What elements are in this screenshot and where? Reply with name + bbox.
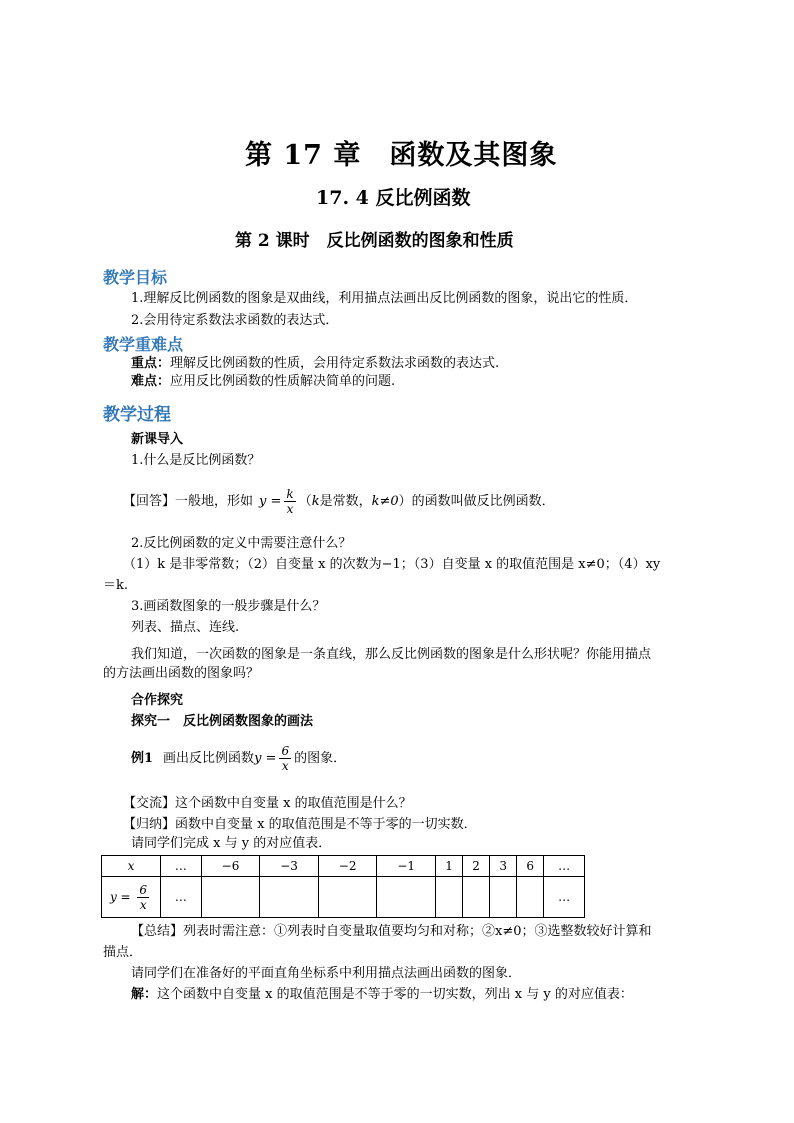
key-points-heading: 教学重难点 bbox=[103, 335, 184, 354]
example-1-text-b: 的图象． bbox=[294, 751, 347, 766]
table-cell bbox=[201, 877, 260, 918]
ask-table-line: 请同学们完成 x 与 y 的对应值表． bbox=[131, 836, 332, 851]
fraction-numerator: 6 bbox=[139, 882, 148, 897]
intro-heading: 新课导入 bbox=[131, 432, 184, 447]
focus-line bbox=[131, 354, 499, 373]
table-cell bbox=[490, 877, 517, 918]
solution-text: 这个函数中自变量 x 的取值范围是不等于零的一切实数，列出 x 与 y 的对应值表： bbox=[157, 987, 633, 1002]
value-table bbox=[101, 855, 585, 918]
example-1-label: 例1 bbox=[131, 751, 154, 766]
conclusion-line-1: 【总结】列表时需注意：①列表时自变量取值要均匀和对称；②x≠0；③选整数较好计算和 bbox=[131, 924, 652, 939]
explore-heading: 合作探究 bbox=[131, 693, 184, 708]
transition-line-2: 的方法画出函数的图象吗？ bbox=[103, 666, 260, 681]
table-cell bbox=[260, 877, 319, 918]
answer-2-line-1: （1）k 是非零常数；（2）自变量 x 的次数为−1；（3）自变量 x 的取值范围是 x≠0；（4）xy bbox=[123, 557, 661, 572]
table-cell: … bbox=[161, 877, 202, 918]
solution-label: 解： bbox=[131, 987, 158, 1002]
answer-1 bbox=[123, 487, 555, 516]
example-1-eq-lhs: y = bbox=[254, 751, 277, 766]
table-cell: −6 bbox=[201, 856, 260, 877]
answer-1-suffix: ）的函数叫做反比例函数． bbox=[398, 494, 555, 509]
answer-1-paren: （ bbox=[298, 494, 312, 509]
chapter-title: 第 17 章 函数及其图象 bbox=[245, 140, 558, 171]
table-cell: −3 bbox=[260, 856, 319, 877]
answer-2-line-2: ＝k. bbox=[103, 578, 129, 593]
transition-line-1: 我们知道，一次函数的图象是一条直线，那么反比例函数的图象是什么形状呢？你能用描点 bbox=[131, 647, 652, 662]
fraction-numerator: k bbox=[286, 487, 294, 501]
table-cell bbox=[463, 877, 490, 918]
solution-line bbox=[131, 985, 633, 1004]
answer-1-cond: k≠0 bbox=[371, 494, 399, 509]
row-label-lhs: y = bbox=[109, 889, 131, 904]
exchange-line: 【交流】这个函数中自变量 x 的取值范围是什么？ bbox=[123, 796, 412, 811]
answer-1-eq-lhs: y = bbox=[259, 494, 282, 509]
difficulty-text: 应用反比例函数的性质解决简单的问题. bbox=[170, 374, 396, 389]
fraction-6-over-x bbox=[279, 744, 291, 773]
table-cell: … bbox=[161, 856, 202, 877]
table-row bbox=[102, 856, 585, 877]
ask-plot-line: 请同学们在准备好的平面直角坐标系中利用描点法画出函数的图象． bbox=[131, 966, 522, 981]
answer-1-k: k bbox=[311, 494, 320, 509]
answer-1-prefix: 【回答】一般地，形如 bbox=[123, 494, 254, 509]
goal-item: 1.理解反比例函数的图象是双曲线，利用描点法画出反比例函数的图象，说出它的性质． bbox=[131, 291, 638, 306]
process-heading: 教学过程 bbox=[103, 405, 171, 425]
table-cell: 6 bbox=[517, 856, 544, 877]
focus-text: 理解反比例函数的性质，会用待定系数法求函数的表达式. bbox=[170, 356, 500, 371]
fraction-numerator: 6 bbox=[281, 744, 290, 758]
table-cell: −1 bbox=[377, 856, 436, 877]
table-cell: 2 bbox=[463, 856, 490, 877]
section-title: 17. 4 反比例函数 bbox=[316, 187, 471, 209]
conclusion-line-2: 描点． bbox=[103, 945, 143, 960]
table-cell bbox=[436, 877, 463, 918]
answer-1-mid: 是常数， bbox=[319, 494, 372, 509]
fraction-denominator: x bbox=[139, 897, 147, 912]
difficulty-line bbox=[131, 372, 395, 391]
table-cell: x bbox=[102, 856, 161, 877]
fraction-k-over-x bbox=[284, 487, 295, 516]
question-2: 2.反比例函数的定义中需要注意什么？ bbox=[131, 536, 352, 551]
table-cell: 3 bbox=[490, 856, 517, 877]
fraction-denominator: x bbox=[281, 759, 289, 773]
answer-3: 列表、描点、连线. bbox=[131, 620, 240, 635]
table-cell bbox=[318, 877, 377, 918]
example-1 bbox=[131, 744, 346, 773]
table-cell bbox=[517, 877, 544, 918]
example-1-text-a: 画出反比例函数 bbox=[163, 751, 255, 766]
table-row-label bbox=[102, 877, 161, 918]
goal-item: 2.会用待定系数法求函数的表达式． bbox=[131, 313, 339, 328]
question-3: 3.画函数图象的一般步骤是什么？ bbox=[131, 599, 326, 614]
table-row bbox=[102, 877, 585, 918]
explore-1-title: 探究一 反比例函数图象的画法 bbox=[131, 714, 314, 729]
table-cell: … bbox=[544, 856, 585, 877]
table-cell bbox=[377, 877, 436, 918]
table-cell: … bbox=[544, 877, 585, 918]
lesson-title: 第 2 课时 反比例函数的图象和性质 bbox=[235, 231, 514, 251]
summary-line: 【归纳】函数中自变量 x 的取值范围是不等于零的一切实数． bbox=[123, 817, 477, 832]
fraction-denominator: x bbox=[286, 502, 294, 516]
difficulty-label: 难点： bbox=[131, 374, 171, 389]
table-cell: 1 bbox=[436, 856, 463, 877]
fraction-6-over-x bbox=[137, 883, 149, 912]
goals-heading: 教学目标 bbox=[103, 268, 168, 287]
question-1: 1.什么是反比例函数？ bbox=[131, 453, 261, 468]
table-cell: −2 bbox=[318, 856, 377, 877]
focus-label: 重点： bbox=[131, 356, 171, 371]
